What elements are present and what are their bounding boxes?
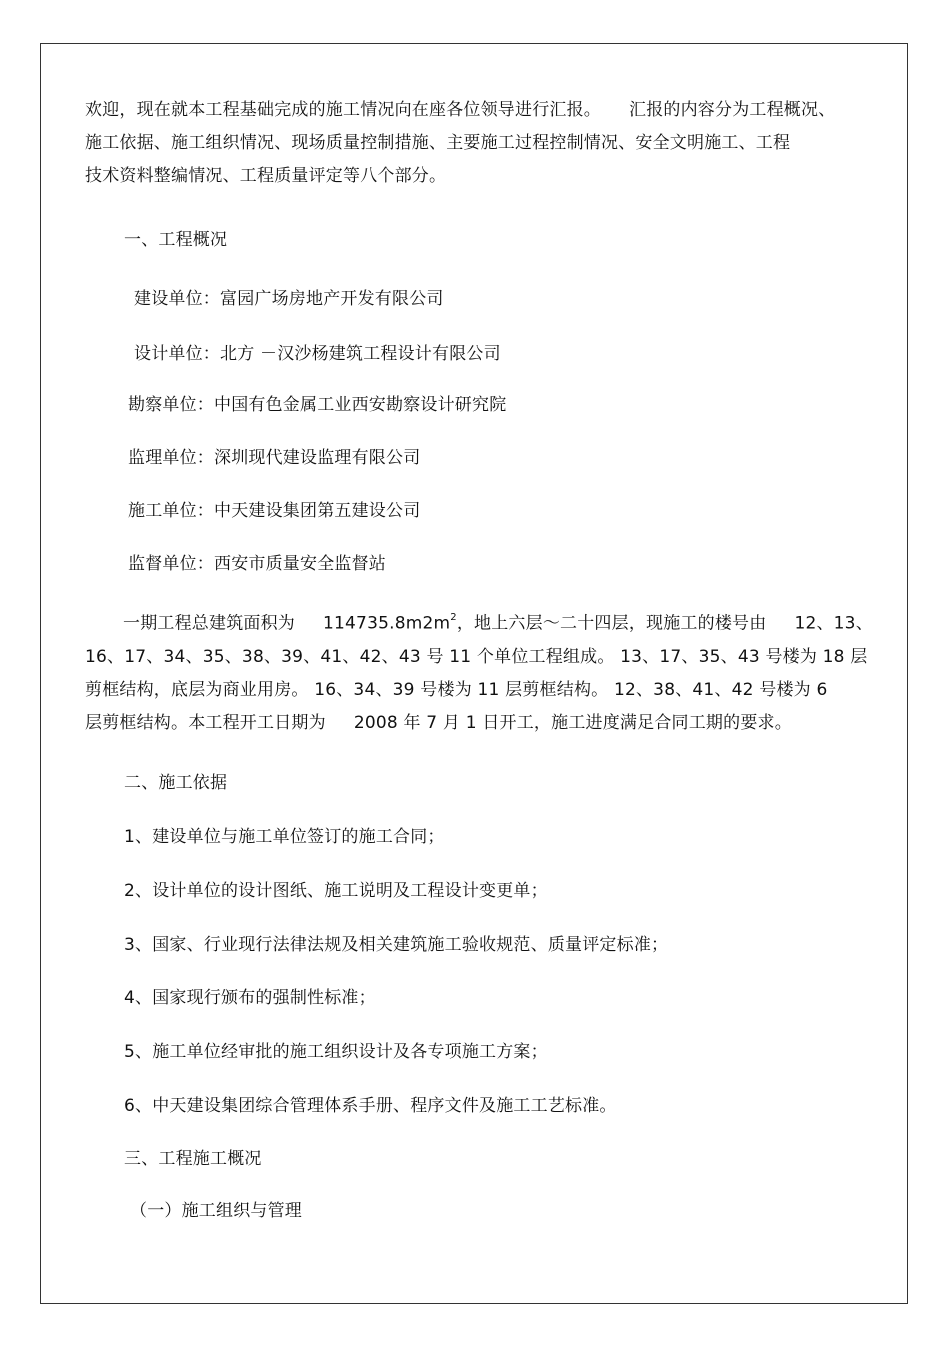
overview-paragraph [85,603,873,740]
overview-text: 层剪框结构。本工程开工日期为 [85,712,326,733]
unit-value: 西安市质量安全监督站 [214,554,386,574]
unit-row-construction [134,288,444,310]
basis-item-6: 6、中天建设集团综合管理体系手册、程序文件及施工工艺标准。 [124,1096,617,1116]
overview-line-3: 剪框结构，底层为商业用房。 16、34、39 号楼为 11 层剪框结构。 12、38、41、42 号楼为 6 [85,679,828,700]
unit-row-oversight [128,553,386,575]
intro-line-2: 施工依据、施工组织情况、现场质量控制措施、主要施工过程控制情况、安全文明施工、工程 [85,133,791,153]
section-heading-construction: 三、工程施工概况 [124,1149,262,1169]
overview-text: 2008 年 7 月 1 日开工，施工进度满足合同工期的要求。 [353,712,792,733]
overview-line-4 [85,707,867,740]
overview-text: 一期工程总建筑面积为 [123,613,295,634]
overview-text: ，地上六层～二十四层，现施工的楼号由 [456,613,767,634]
unit-label: 勘察单位： [128,395,214,415]
unit-value: 富园广场房地产开发有限公司 [220,289,444,309]
unit-label: 施工单位： [128,501,214,521]
unit-label: 监理单位： [128,448,214,468]
section-heading-overview: 一、工程概况 [124,230,228,250]
unit-row-contractor [128,500,420,522]
unit-label: 监督单位： [128,554,214,574]
unit-value: 北方 －汉沙杨建筑工程设计有限公司 [220,344,501,364]
basis-item-5: 5、施工单位经审批的施工组织设计及各专项施工方案； [124,1042,548,1062]
unit-label: 设计单位： [134,344,220,364]
unit-row-survey [128,394,506,416]
basis-item-4: 4、国家现行颁布的强制性标准； [124,988,376,1008]
unit-row-design [134,343,501,365]
unit-value: 中国有色金属工业西安勘察设计研究院 [214,395,507,415]
unit-value: 深圳现代建设监理有限公司 [214,448,421,468]
area-value: 114735.8m2m [323,613,451,634]
section-heading-basis: 二、施工依据 [124,773,228,793]
unit-value: 中天建设集团第五建设公司 [214,501,421,521]
unit-row-supervision [128,447,420,469]
overview-text: 12、13、 [794,613,873,634]
overview-line-2: 16、17、34、35、38、39、41、42、43 号 11 个单位工程组成。 13、17、35、43 号楼为 18 层 [85,646,868,667]
basis-item-1: 1、建设单位与施工单位签订的施工合同； [124,827,445,847]
overview-line-1 [85,603,873,641]
intro-line-1 [85,94,867,127]
intro-text-1a: 欢迎，现在就本工程基础完成的施工情况向在座各位领导进行汇报。 [85,100,601,120]
subsection-heading-organization: （一）施工组织与管理 [130,1201,302,1221]
unit-label: 建设单位： [134,289,220,309]
intro-paragraph [85,94,867,193]
area-superscript: 2 [450,612,457,623]
intro-text-1b: 汇报的内容分为工程概况、 [629,100,836,120]
basis-item-3: 3、国家、行业现行法律法规及相关建筑施工验收规范、质量评定标准； [124,935,669,955]
intro-line-3: 技术资料整编情况、工程质量评定等八个部分。 [85,166,447,186]
basis-item-2: 2、设计单位的设计图纸、施工说明及工程设计变更单； [124,881,548,901]
